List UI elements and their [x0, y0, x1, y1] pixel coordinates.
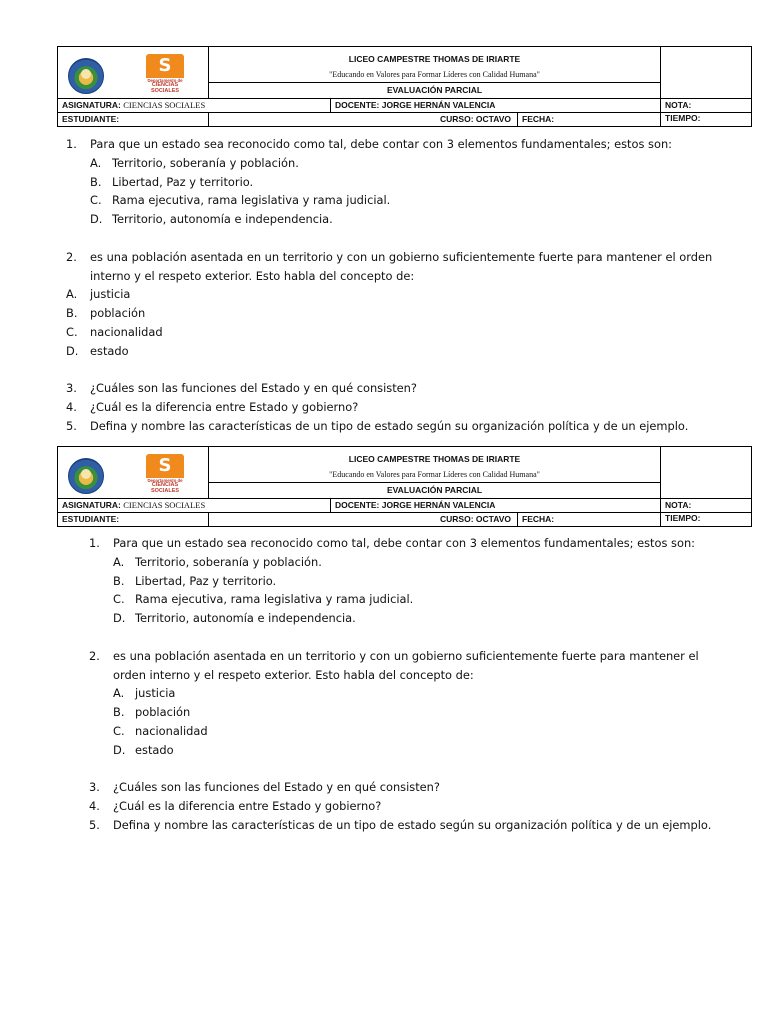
social-sciences-logo: S Departamento de CIENCIAS SOCIALES	[147, 455, 183, 494]
school-motto: "Educando en Valores para Formar Líderes con Calidad Humana"	[329, 69, 540, 79]
school-name: LICEO CAMPESTRE THOMAS DE IRIARTE	[348, 53, 521, 64]
logos-cell	[58, 447, 209, 499]
asignatura-field: ASIGNATURA: CIENCIAS SOCIALES	[58, 99, 331, 113]
tiempo-field[interactable]: TIEMPO:	[661, 513, 752, 527]
grade-box	[661, 47, 752, 99]
school-shield-icon	[68, 458, 104, 494]
logos-cell	[58, 47, 209, 99]
eval-title: EVALUACIÓN PARCIAL	[209, 83, 661, 99]
fecha-field[interactable]: FECHA:	[518, 113, 661, 127]
grade-box	[661, 447, 752, 499]
curso-field: CURSO: OCTAVO	[209, 113, 518, 127]
curso-field: CURSO: OCTAVO	[209, 513, 518, 527]
estudiante-field[interactable]: ESTUDIANTE:	[58, 113, 209, 127]
eval-title: EVALUACIÓN PARCIAL	[209, 483, 661, 499]
school-motto: "Educando en Valores para Formar Líderes con Calidad Humana"	[329, 469, 540, 479]
exam-header-table	[57, 46, 752, 127]
exam-header-table	[57, 446, 752, 527]
asignatura-field: ASIGNATURA: CIENCIAS SOCIALES	[58, 499, 331, 513]
fecha-field[interactable]: FECHA:	[518, 513, 661, 527]
school-name: LICEO CAMPESTRE THOMAS DE IRIARTE	[348, 453, 521, 464]
estudiante-field[interactable]: ESTUDIANTE:	[58, 513, 209, 527]
nota-field[interactable]: NOTA:	[661, 499, 752, 513]
school-shield-icon	[68, 58, 104, 94]
tiempo-field[interactable]: TIEMPO:	[661, 113, 752, 127]
social-sciences-logo: S Departamento de CIENCIAS SOCIALES	[147, 55, 183, 94]
docente-field: DOCENTE: JORGE HERNÁN VALENCIA	[331, 99, 661, 113]
docente-field: DOCENTE: JORGE HERNÁN VALENCIA	[331, 499, 661, 513]
nota-field[interactable]: NOTA:	[661, 99, 752, 113]
